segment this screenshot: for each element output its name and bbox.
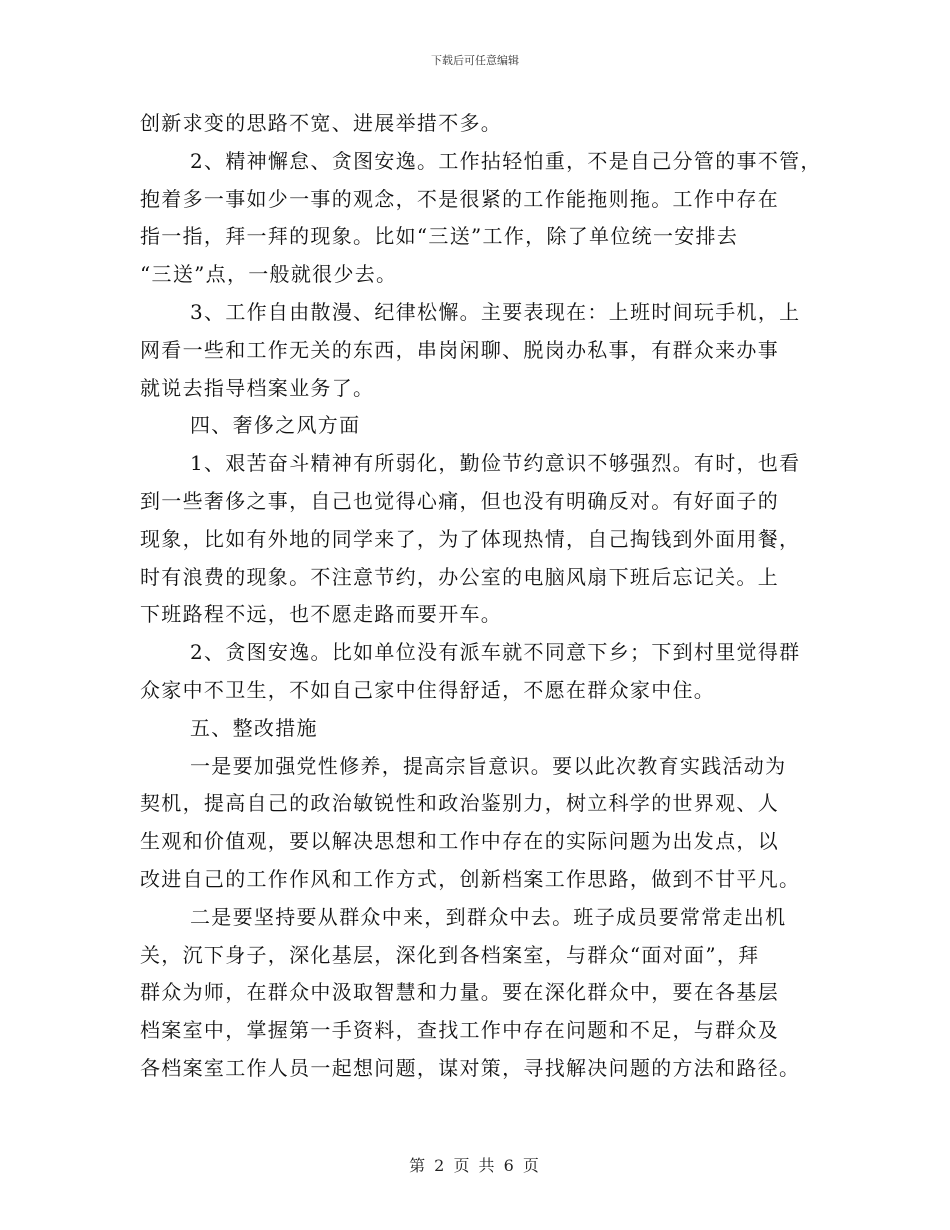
text-line: 群众为师，在群众中汲取智慧和力量。要在深化群众中，要在各基层 bbox=[140, 980, 779, 1005]
page-number-footer: 第 2 页 共 6 页 bbox=[409, 1156, 541, 1175]
text-line: 指一指，拜一拜的现象。比如“三送”工作，除了单位统一安排去 bbox=[140, 224, 739, 249]
text-line: “三送”点，一般就很少去。 bbox=[140, 262, 398, 287]
text-line: 众家中不卫生，不如自己家中住得舒适，不愿在群众家中住。 bbox=[140, 677, 716, 702]
document-body bbox=[140, 105, 820, 1088]
text-line: 契机，提高自己的政治敏锐性和政治鉴别力，树立科学的世界观、人 bbox=[140, 791, 779, 816]
text-line: 二是要坚持要从群众中来，到群众中去。班子成员要常常走出机 bbox=[190, 904, 787, 929]
text-line: 抱着多一事如少一事的观念，不是很紧的工作能拖则拖。工作中存在 bbox=[140, 186, 779, 211]
text-line: 就说去指导档案业务了。 bbox=[140, 375, 375, 400]
text-line: 3、工作自由散漫、纪律松懈。主要表现在：上班时间玩手机，上 bbox=[190, 299, 801, 324]
section-heading: 五、整改措施 bbox=[190, 715, 318, 740]
text-line: 现象，比如有外地的同学来了，为了体现热情，自己掏钱到外面用餐， bbox=[140, 526, 801, 551]
text-line: 改进自己的工作作风和工作方式，创新档案工作思路，做到不甘平凡。 bbox=[140, 866, 801, 891]
text-line: 一是要加强党性修养，提高宗旨意识。要以此次教育实践活动为 bbox=[190, 753, 787, 778]
text-line: 关，沉下身子，深化基层，深化到各档案室，与群众“面对面”，拜 bbox=[140, 942, 760, 967]
section-heading: 四、奢侈之风方面 bbox=[190, 413, 361, 438]
text-line: 档案室中，掌握第一手资料，查找工作中存在问题和不足，与群众及 bbox=[140, 1018, 779, 1043]
text-line: 2、贪图安逸。比如单位没有派车就不同意下乡；下到村里觉得群 bbox=[190, 640, 801, 665]
text-line: 各档案室工作人员一起想问题，谋对策，寻找解决问题的方法和路径。 bbox=[140, 1055, 801, 1080]
text-line: 网看一些和工作无关的东西，串岗闲聊、脱岗办私事，有群众来办事 bbox=[140, 337, 779, 362]
text-line: 生观和价值观，要以解决思想和工作中存在的实际问题为出发点，以 bbox=[140, 829, 779, 854]
text-line: 到一些奢侈之事，自己也觉得心痛，但也没有明确反对。有好面子的 bbox=[140, 488, 779, 513]
text-line: 时有浪费的现象。不注意节约，办公室的电脑风扇下班后忘记关。上 bbox=[140, 564, 779, 589]
text-line: 1、艰苦奋斗精神有所弱化，勤俭节约意识不够强烈。有时，也看 bbox=[190, 451, 801, 476]
text-line: 2、精神懈怠、贪图安逸。工作拈轻怕重，不是自己分管的事不管， bbox=[190, 148, 822, 173]
page-header: 下载后可任意编辑 bbox=[431, 54, 519, 67]
text-line: 创新求变的思路不宽、进展举措不多。 bbox=[140, 111, 503, 135]
text-line: 下班路程不远，也不愿走路而要开车。 bbox=[140, 602, 503, 627]
